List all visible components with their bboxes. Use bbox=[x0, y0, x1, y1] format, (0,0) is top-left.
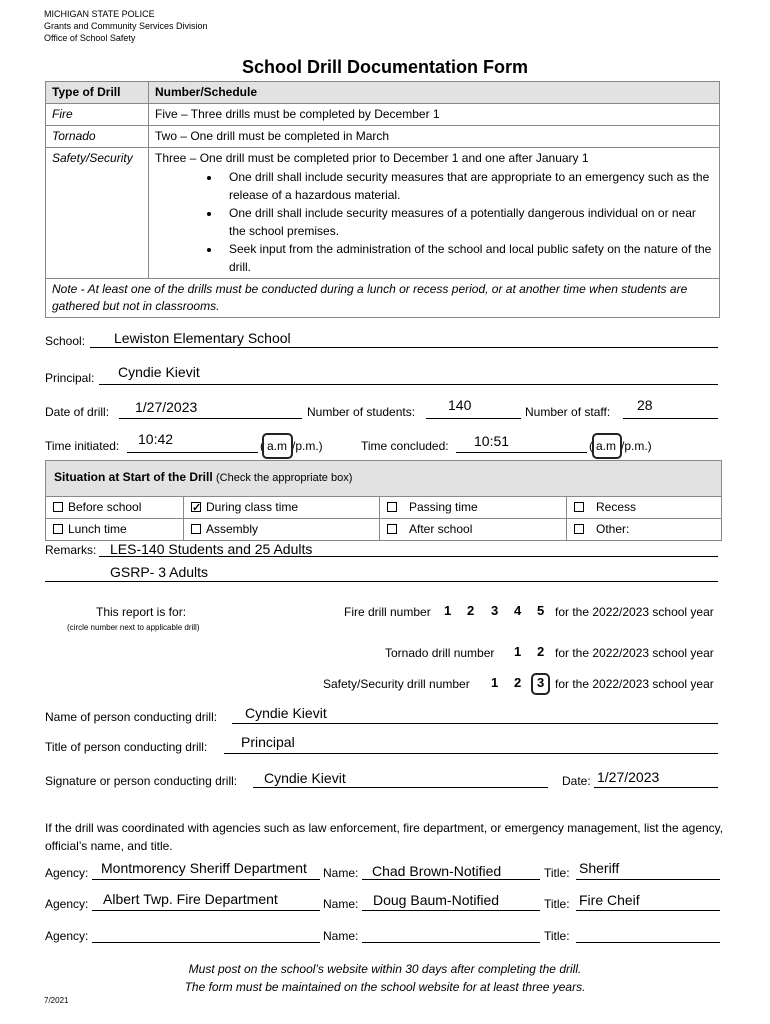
drill-schedule-tornado: Two – One drill must be completed in March bbox=[149, 126, 720, 148]
time-initiated-field[interactable]: 10:42 bbox=[138, 431, 174, 447]
time-concluded-field[interactable]: 10:51 bbox=[474, 433, 510, 449]
safety-bullet: • One drill shall include security measures of a potentially dangerous individual on or near the school premises. bbox=[221, 204, 713, 240]
agencies-intro: If the drill was coordinated with agencies such as law enforcement, fire department, or emergency management, list the agency, official’s name, and title. bbox=[45, 821, 724, 853]
students-label: Number of students: bbox=[307, 405, 416, 419]
option-label: During class time bbox=[206, 500, 299, 514]
school-field[interactable]: Lewiston Elementary School bbox=[114, 330, 291, 346]
agency-title-underline bbox=[576, 879, 720, 880]
col-number-schedule: Number/Schedule bbox=[149, 82, 720, 104]
time-initiated-underline bbox=[127, 452, 258, 453]
agency-name-field[interactable]: Doug Baum-Notified bbox=[373, 892, 500, 908]
table-row-fire bbox=[46, 104, 720, 126]
fire-drill-number[interactable]: 1 bbox=[444, 603, 452, 618]
tornado-drill-number[interactable]: 1 bbox=[514, 644, 522, 659]
checkbox-icon[interactable] bbox=[387, 524, 397, 534]
safety-drill-label: Safety/Security drill number bbox=[323, 677, 470, 691]
header-agency: MICHIGAN STATE POLICE bbox=[44, 9, 155, 19]
tornado-school-year: for the 2022/2023 school year bbox=[555, 646, 714, 660]
agency-name-label: Name: bbox=[323, 897, 359, 911]
date-of-drill-label: Date of drill: bbox=[45, 405, 110, 419]
staff-field[interactable]: 28 bbox=[637, 397, 653, 413]
staff-label: Number of staff: bbox=[525, 405, 611, 419]
time-initiated-label: Time initiated: bbox=[45, 439, 120, 453]
principal-underline bbox=[99, 384, 718, 385]
tornado-drill-number[interactable]: 2 bbox=[537, 644, 545, 659]
safety-drill-number[interactable]: 1 bbox=[491, 675, 499, 690]
conductor-name-underline bbox=[232, 723, 718, 724]
agency-underline bbox=[92, 910, 320, 911]
fire-drill-number[interactable]: 4 bbox=[514, 603, 522, 618]
safety-bullet: • Seek input from the administration of the school and local public safety on the nature of the drill. bbox=[221, 240, 713, 276]
checkbox-checked-icon[interactable] bbox=[191, 502, 201, 512]
conductor-title-label: Title of person conducting drill: bbox=[45, 740, 208, 754]
agency-title-field[interactable]: Fire Cheif bbox=[579, 892, 640, 908]
situation-row bbox=[46, 497, 721, 519]
fire-school-year: for the 2022/2023 school year bbox=[555, 605, 714, 619]
checkbox-icon[interactable] bbox=[387, 502, 397, 512]
safety-drill-number-circled[interactable]: 3 bbox=[537, 675, 545, 690]
signature-label: Signature or person conducting drill: bbox=[45, 774, 238, 788]
tornado-drill-label: Tornado drill number bbox=[385, 646, 495, 660]
report-for-sublabel: (circle number next to applicable drill) bbox=[67, 623, 200, 632]
remarks-label: Remarks: bbox=[45, 543, 97, 557]
drill-type-fire: Fire bbox=[46, 104, 149, 126]
checkbox-icon[interactable] bbox=[53, 524, 63, 534]
drill-note: Note - At least one of the drills must be conducted during a lunch or recess period, or at another time when students are gathered but not in classrooms. bbox=[46, 279, 720, 318]
table-row-safety bbox=[46, 148, 720, 279]
principal-label: Principal: bbox=[45, 371, 95, 385]
option-passing-time[interactable] bbox=[380, 497, 567, 518]
fire-drill-number[interactable]: 2 bbox=[467, 603, 475, 618]
checkbox-icon[interactable] bbox=[574, 502, 584, 512]
table-header-row bbox=[46, 82, 720, 104]
drill-type-tornado: Tornado bbox=[46, 126, 149, 148]
fire-drill-number[interactable]: 5 bbox=[537, 603, 545, 618]
situation-box bbox=[45, 460, 722, 541]
footer-line-2: The form must be maintained on the school website for at least three years. bbox=[184, 980, 586, 994]
safety-drill-number[interactable]: 2 bbox=[514, 675, 522, 690]
drill-type-safety: Safety/Security bbox=[46, 148, 149, 279]
time-concluded-label: Time concluded: bbox=[361, 439, 449, 453]
signature-date-field[interactable]: 1/27/2023 bbox=[597, 769, 660, 785]
remarks-underline-2 bbox=[45, 581, 718, 582]
option-during-class-time[interactable] bbox=[184, 497, 380, 518]
pm-option-concluded: /p.m.) bbox=[621, 439, 652, 453]
paren-open-2: ( bbox=[589, 439, 593, 453]
agency-label: Agency: bbox=[45, 866, 89, 880]
agency-label: Agency: bbox=[45, 897, 89, 911]
agency-field[interactable]: Montmorency Sheriff Department bbox=[101, 860, 307, 876]
drill-schedule-safety bbox=[149, 148, 720, 279]
header-office: Office of School Safety bbox=[44, 33, 136, 43]
am-option-concluded[interactable]: a.m bbox=[596, 439, 617, 453]
option-label: Assembly bbox=[206, 522, 259, 536]
safety-schedule-text: Three – One drill must be completed prior to December 1 and one after January 1 bbox=[155, 151, 589, 165]
date-of-drill-field[interactable]: 1/27/2023 bbox=[135, 399, 198, 415]
footer-line-1: Must post on the school’s website within 30 days after completing the drill. bbox=[188, 962, 582, 976]
situation-heading-note: (Check the appropriate box) bbox=[216, 472, 353, 484]
table-row-tornado bbox=[46, 126, 720, 148]
option-label: After school bbox=[409, 522, 473, 536]
option-label: Recess bbox=[596, 500, 637, 514]
table-row-note bbox=[46, 279, 720, 318]
am-option-initiated[interactable]: a.m bbox=[267, 439, 288, 453]
fire-drill-number[interactable]: 3 bbox=[491, 603, 499, 618]
students-underline bbox=[426, 418, 521, 419]
agency-title-label: Title: bbox=[544, 897, 570, 911]
option-label: Lunch time bbox=[68, 522, 127, 536]
agency-name-underline bbox=[362, 879, 540, 880]
am-circle-mark bbox=[262, 433, 293, 459]
pm-option-initiated: /p.m.) bbox=[292, 439, 323, 453]
time-concluded-underline bbox=[456, 452, 587, 453]
agency-name-label: Name: bbox=[323, 929, 359, 943]
signature-date-label: Date: bbox=[562, 774, 591, 788]
fire-drill-label: Fire drill number bbox=[344, 605, 431, 619]
agency-name-label: Name: bbox=[323, 866, 359, 880]
agency-label: Agency: bbox=[45, 929, 89, 943]
situation-row bbox=[46, 519, 721, 540]
option-after-school[interactable] bbox=[380, 519, 567, 540]
checkbox-icon[interactable] bbox=[53, 502, 63, 512]
agency-field[interactable]: Albert Twp. Fire Department bbox=[103, 891, 278, 907]
option-recess[interactable] bbox=[567, 497, 721, 518]
safety-bullet: • One drill shall include security measures that are appropriate to an emergency such as the release of a hazardous material. bbox=[221, 168, 713, 204]
agency-title-underline bbox=[576, 910, 720, 911]
checkbox-icon[interactable] bbox=[574, 524, 584, 534]
agency-name-underline[interactable] bbox=[362, 942, 540, 943]
staff-underline bbox=[623, 418, 718, 419]
situation-heading: Situation at Start of the Drill bbox=[54, 470, 213, 484]
option-lunch-time[interactable] bbox=[46, 519, 184, 540]
drill-schedule-fire: Five – Three drills must be completed by December 1 bbox=[149, 104, 720, 126]
agency-title-field[interactable]: Sheriff bbox=[579, 860, 620, 876]
agency-name-underline bbox=[362, 910, 540, 911]
conductor-title-underline bbox=[224, 753, 718, 754]
date-underline bbox=[119, 418, 302, 419]
revision-date: 7/2021 bbox=[44, 996, 69, 1005]
conductor-name-field[interactable]: Cyndie Kievit bbox=[245, 705, 327, 721]
option-other[interactable] bbox=[567, 519, 721, 540]
report-for-label: This report is for: bbox=[96, 605, 187, 619]
agency-title-label: Title: bbox=[544, 929, 570, 943]
option-label: Passing time bbox=[409, 500, 478, 514]
safety-school-year: for the 2022/2023 school year bbox=[555, 677, 714, 691]
header-division: Grants and Community Services Division bbox=[44, 21, 208, 31]
page-title: School Drill Documentation Form bbox=[241, 57, 528, 77]
signature-underline bbox=[253, 787, 548, 788]
safety-circle-mark bbox=[531, 673, 550, 695]
school-label: School: bbox=[45, 334, 86, 348]
option-label: Other: bbox=[596, 522, 630, 536]
option-before-school[interactable] bbox=[46, 497, 184, 518]
agency-underline[interactable] bbox=[92, 942, 320, 943]
remarks-line-2[interactable]: GSRP- 3 Adults bbox=[110, 564, 209, 580]
paren-open: ( bbox=[260, 439, 264, 453]
agency-name-field[interactable]: Chad Brown-Notified bbox=[372, 863, 502, 879]
option-assembly[interactable] bbox=[184, 519, 380, 540]
safety-bullets bbox=[155, 168, 713, 276]
am-circle-mark-2 bbox=[592, 433, 622, 459]
remarks-line-1[interactable]: LES-140 Students and 25 Adults bbox=[110, 541, 313, 557]
col-type-of-drill: Type of Drill bbox=[46, 82, 149, 104]
signature-field[interactable]: Cyndie Kievit bbox=[264, 770, 346, 786]
signature-date-underline bbox=[594, 787, 718, 788]
students-field[interactable]: 140 bbox=[448, 397, 472, 413]
school-underline bbox=[90, 347, 718, 348]
check-mark-icon: ✓ bbox=[192, 501, 202, 514]
situation-header bbox=[46, 461, 721, 497]
option-label: Before school bbox=[68, 500, 142, 514]
conductor-name-label: Name of person conducting drill: bbox=[45, 710, 218, 724]
agency-title-underline[interactable] bbox=[576, 942, 720, 943]
agency-underline bbox=[92, 879, 320, 880]
checkbox-icon[interactable] bbox=[191, 524, 201, 534]
drill-schedule-table bbox=[45, 81, 720, 318]
conductor-title-field[interactable]: Principal bbox=[241, 734, 295, 750]
principal-field[interactable]: Cyndie Kievit bbox=[118, 364, 200, 380]
agency-title-label: Title: bbox=[544, 866, 570, 880]
